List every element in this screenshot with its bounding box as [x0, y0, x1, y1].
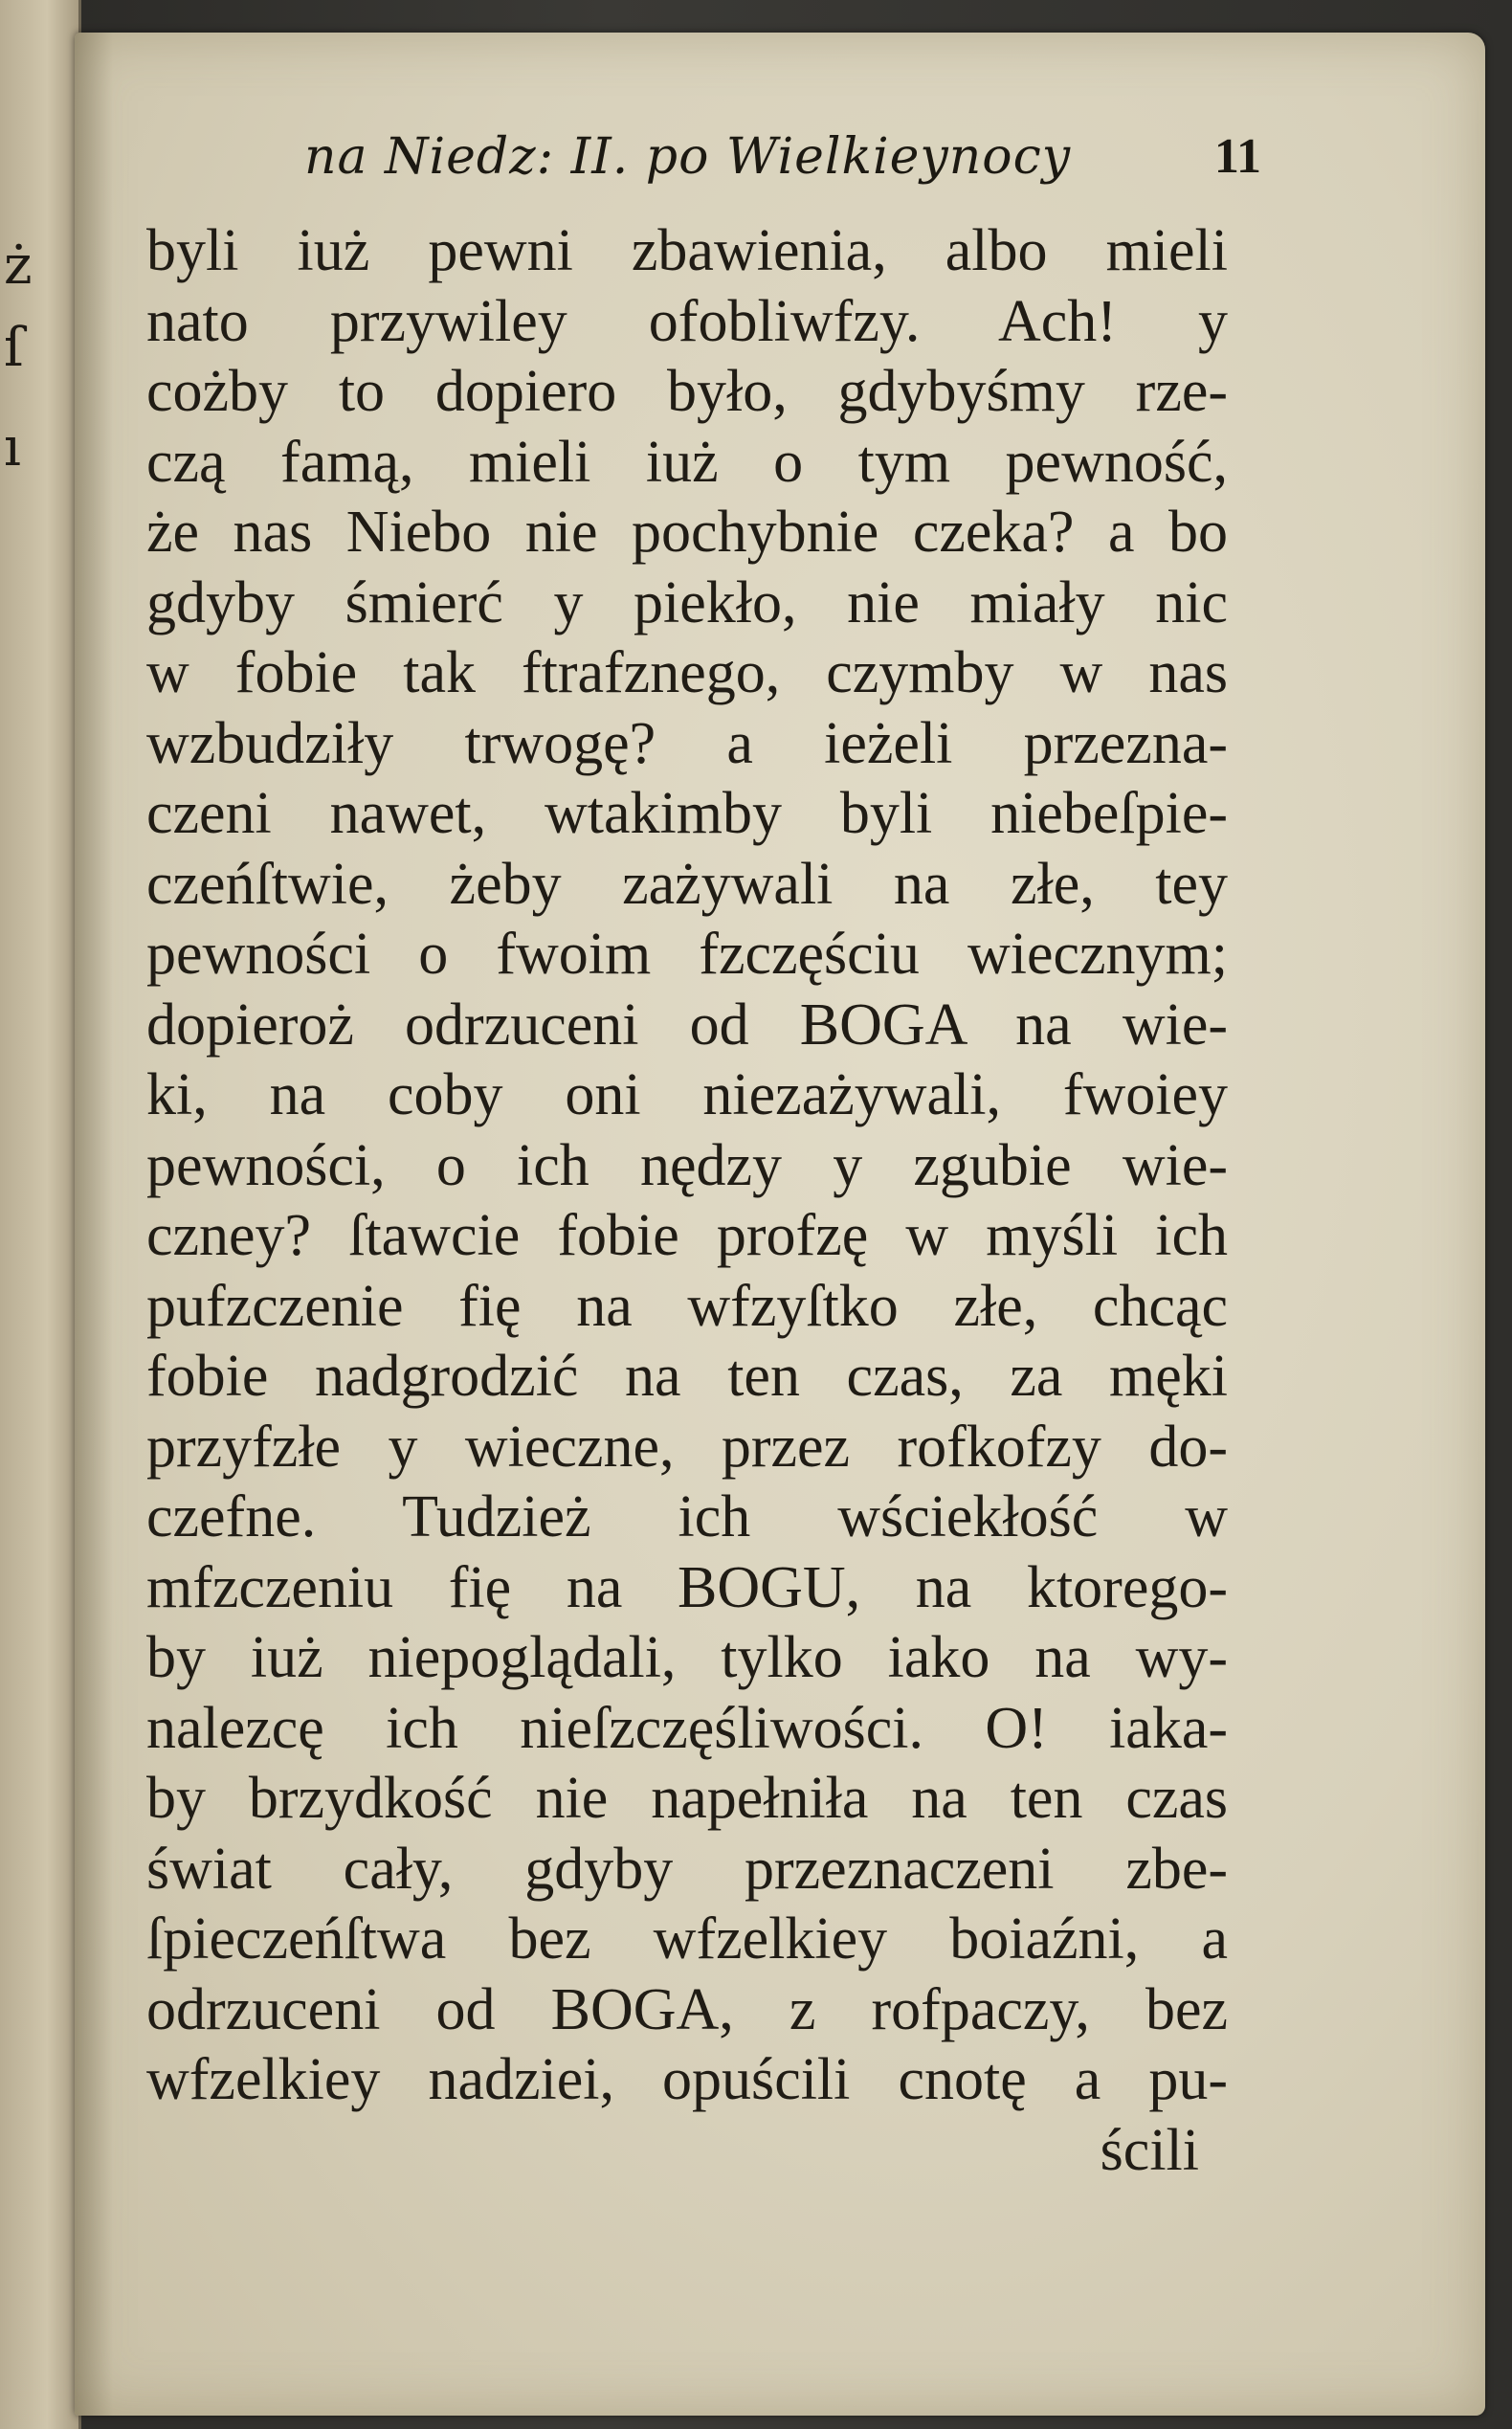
text-line: ki, na coby oni niezażywali, fwoiey: [146, 1062, 1228, 1127]
text-line: wfzelkiey nadziei, opuścili cnotę a pu-: [146, 2047, 1228, 2112]
text-line: nalezcę ich nieſzczęśliwości. O! iaka-: [146, 1695, 1228, 1761]
adjacent-page-edge: [0, 0, 81, 2429]
adjacent-page-fragment: ſ: [4, 317, 24, 379]
text-line: odrzuceni od BOGA, z rofpaczy, bez: [146, 1976, 1228, 2042]
adjacent-page-fragment: ı: [4, 416, 21, 479]
text-line: że nas Niebo nie pochybnie czeka? a bo: [146, 500, 1228, 565]
book-page: [75, 33, 1485, 2416]
text-line: by brzydkość nie napełniła na ten czas: [146, 1766, 1228, 1831]
text-line: wzbudziły trwogę? a ieżeli przezna-: [146, 710, 1228, 776]
text-line: czefne. Tudzież ich wściekłość w: [146, 1484, 1228, 1549]
text-line: by iuż niepoglądali, tylko iako na wy-: [146, 1625, 1228, 1690]
text-line: gdyby śmierć y piekło, nie miały nic: [146, 569, 1228, 635]
running-head: [304, 128, 1261, 205]
page-number: 11: [1213, 129, 1261, 184]
text-line: ſpieczeńſtwa bez wfzelkiey boiaźni, a: [146, 1906, 1228, 1972]
text-line: czeńſtwie, żeby zażywali na złe, tey: [146, 851, 1228, 917]
text-line: nato przywiley ofobliwfzy. Ach! y: [146, 288, 1228, 354]
text-line: czą famą, mieli iuż o tym pewność,: [146, 429, 1228, 495]
text-line: fobie nadgrodzić na ten czas, za męki: [146, 1344, 1228, 1409]
text-line: pewności, o ich nędzy y zgubie wie-: [146, 1132, 1228, 1198]
text-line: pewności o fwoim fzczęściu wiecznym;: [146, 922, 1228, 987]
text-line: czeni nawet, wtakimby byli niebeſpie-: [146, 781, 1228, 846]
text-line: czney? ſtawcie fobie profzę w myśli ich: [146, 1203, 1228, 1268]
body-text: [146, 216, 1228, 2186]
text-line: dopieroż odrzuceni od BOGA na wie-: [146, 992, 1228, 1058]
text-line: cożby to dopiero było, gdybyśmy rze-: [146, 359, 1228, 424]
text-line: pufzczenie fię na wfzyſtko złe, chcąc: [146, 1273, 1228, 1339]
text-line: przyfzłe y wieczne, przez rofkofzy do-: [146, 1414, 1228, 1480]
text-line: byli iuż pewni zbawienia, albo mieli: [146, 218, 1228, 283]
text-line: mfzczeniu fię na BOGU, na ktorego-: [146, 1554, 1228, 1620]
text-line: świat cały, gdyby przeznaczeni zbe-: [146, 1836, 1228, 1902]
adjacent-page-fragment: ż: [4, 234, 33, 297]
text-line: w fobie tak ftrafznego, czymby w nas: [146, 640, 1228, 705]
catchword: ścili: [1100, 2117, 1199, 2183]
running-title: na Niedz: II. po Wielkieynocy: [304, 128, 1072, 186]
